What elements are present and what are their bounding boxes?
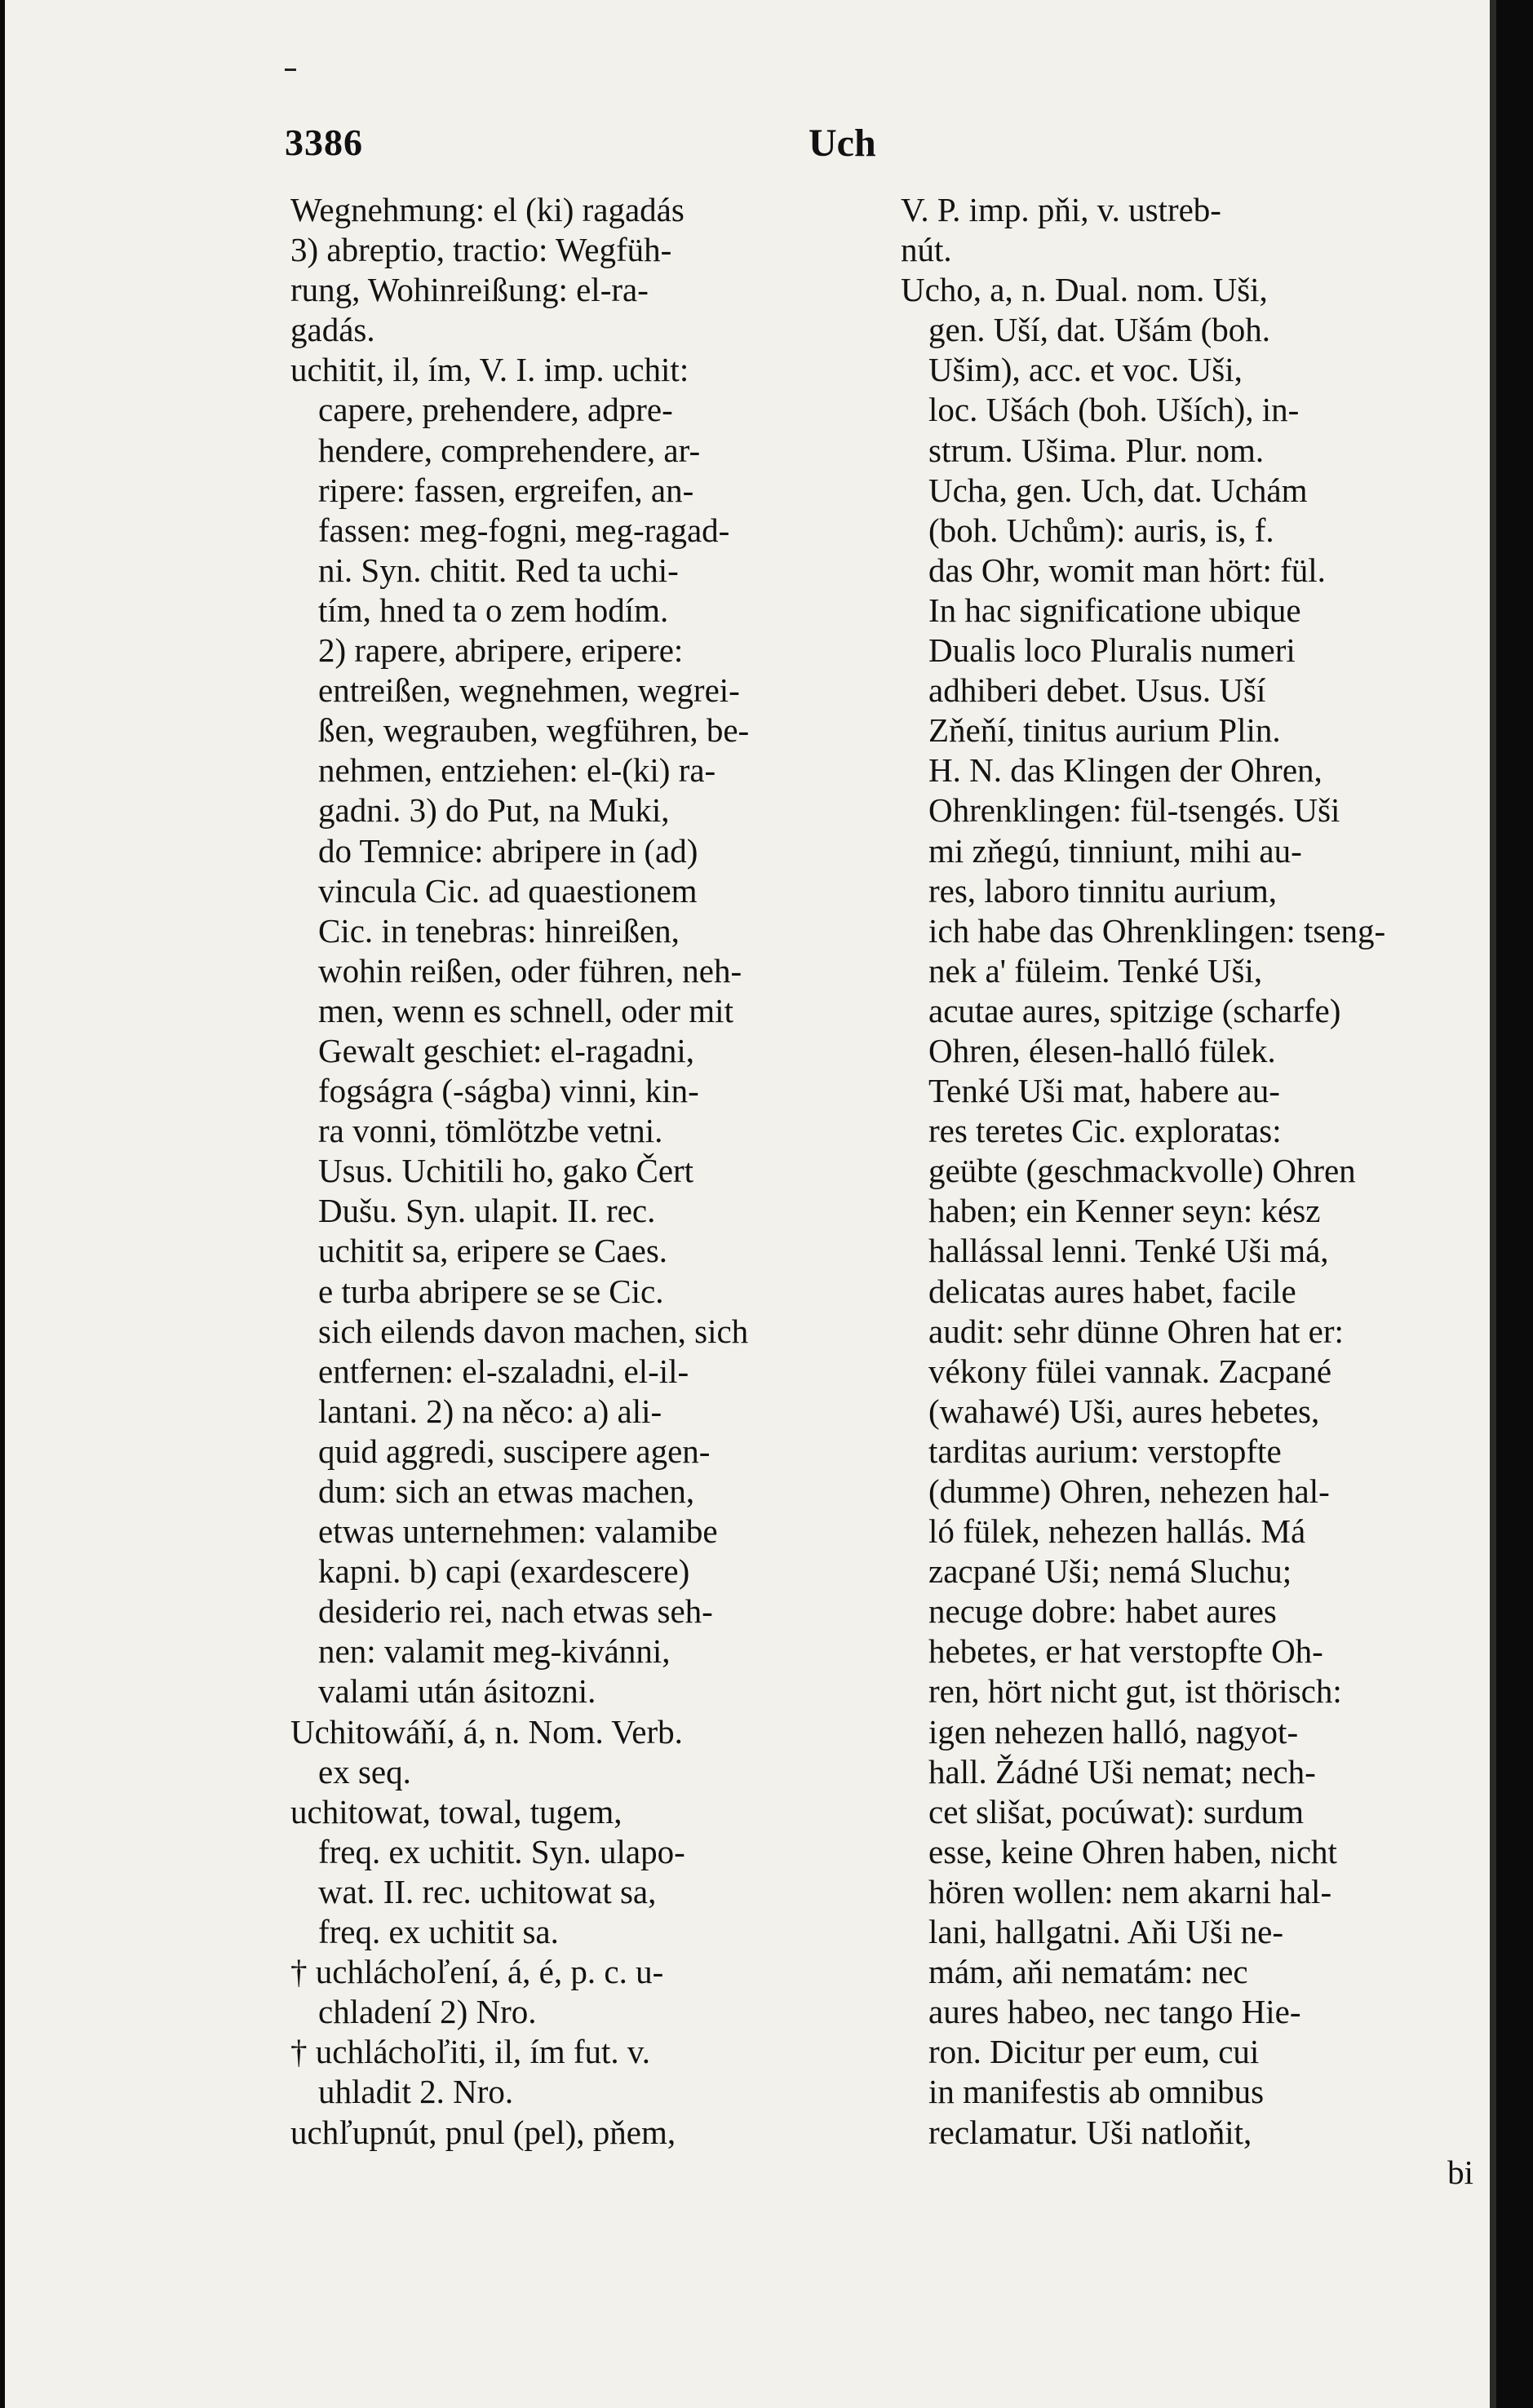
left-column-line: uhladit 2. Nro. [318, 2073, 514, 2111]
left-column-line: fogságra (-ságba) vinni, kin- [318, 1072, 699, 1110]
right-column-line: Tenké Uši mat, habere au- [928, 1072, 1280, 1110]
right-column-line: ló fülek, nehezen hallás. Má [928, 1512, 1306, 1551]
left-column-line: Dušu. Syn. ulapit. II. rec. [318, 1192, 656, 1230]
left-column-line: fassen: meg-fogni, meg-ragad- [318, 511, 730, 549]
right-column-line: igen nehezen halló, nagyot- [928, 1712, 1299, 1751]
left-column-line: entreißen, wegnehmen, wegrei- [318, 671, 740, 710]
right-column-line: res teretes Cic. exploratas: [928, 1112, 1282, 1150]
left-column-line: gadni. 3) do Put, na Muki, [318, 791, 670, 830]
right-column-line: hallással lenni. Tenké Uši má, [928, 1232, 1329, 1270]
right-column-line: H. N. das Klingen der Ohren, [928, 751, 1323, 790]
right-column-line: ren, hört nicht gut, ist thörisch: [928, 1672, 1342, 1711]
right-column-line: mi zňegú, tinniunt, mihi au- [928, 831, 1302, 870]
left-column-line: do Temnice: abripere in (ad) [318, 831, 698, 870]
right-column-line: Ohren, élesen-halló fülek. [928, 1031, 1276, 1069]
right-column-line: strum. Ušima. Plur. nom. [928, 431, 1265, 469]
right-column-line: hebetes, er hat verstopfte Oh- [928, 1632, 1323, 1671]
right-column-line: esse, keine Ohren haben, nicht [928, 1832, 1337, 1870]
right-column-line: (dumme) Ohren, nehezen hal- [928, 1472, 1330, 1510]
left-column-line: dum: sich an etwas machen, [318, 1472, 695, 1510]
left-column-line: hendere, comprehendere, ar- [318, 431, 701, 469]
right-column-line: zacpané Uši; nemá Sluchu; [928, 1552, 1292, 1591]
left-column-line: valami után ásitozni. [318, 1672, 596, 1711]
left-column-line: vincula Cic. ad quaestionem [318, 871, 698, 910]
left-column-line: † uchláchoľiti, il, ím fut. v. [290, 2033, 651, 2071]
right-column-line: Ohrenklingen: fül-tsengés. Uši [928, 791, 1340, 830]
right-column-line: tarditas aurium: verstopfte [928, 1432, 1282, 1470]
right-column-line: das Ohr, womit man hört: fül. [928, 551, 1326, 589]
left-column-line: nen: valamit meg-kivánni, [318, 1632, 671, 1671]
right-column-line: in manifestis ab omnibus [928, 2073, 1265, 2111]
left-column-line: 2) rapere, abripere, eripere: [318, 631, 684, 670]
right-column-line: cet slišat, pocúwat): surdum [928, 1792, 1305, 1830]
left-column-line: ßen, wegrauben, wegführen, be- [318, 711, 750, 750]
left-column-line: freq. ex uchitit. Syn. ulapo- [318, 1832, 685, 1870]
left-column-line: wohin reißen, oder führen, neh- [318, 951, 742, 989]
right-column-line: Ucha, gen. Uch, dat. Uchám [928, 471, 1308, 509]
right-column-line: (wahawé) Uši, aures hebetes, [928, 1392, 1320, 1430]
left-column-line: quid aggredi, suscipere agen- [318, 1432, 711, 1470]
left-column-line: e turba abripere se se Cic. [318, 1272, 664, 1310]
left-column-line: Gewalt geschiet: el-ragadni, [318, 1031, 695, 1069]
right-column-line: In hac significatione ubique [928, 591, 1301, 629]
left-column-line: ni. Syn. chitit. Red ta uchi- [318, 551, 679, 589]
right-column-line: reclamatur. Uši natloňit, [928, 2113, 1252, 2151]
right-column-line: hall. Žádné Uši nemat; nech- [928, 1752, 1316, 1791]
left-column-line: tím, hned ta o zem hodím. [318, 591, 669, 629]
left-column-line: capere, prehendere, adpre- [318, 391, 673, 429]
right-column-line: aures habeo, nec tango Hie- [928, 1993, 1301, 2031]
left-column-line: desiderio rei, nach etwas seh- [318, 1592, 713, 1631]
left-column-line: 3) abreptio, tractio: Wegfüh- [290, 231, 672, 269]
left-column-line: Wegnehmung: el (ki) ragadás [290, 191, 685, 228]
left-column-line: ripere: fassen, ergreifen, an- [318, 471, 694, 509]
right-column-line: Ucho, a, n. Dual. nom. Uši, [901, 271, 1268, 309]
right-column-line: hören wollen: nem akarni hal- [928, 1872, 1332, 1910]
right-column-line: bi [1447, 2153, 1473, 2191]
left-column-line: uchitowat, towal, tugem, [290, 1792, 623, 1830]
left-column [290, 190, 874, 2153]
right-column-line: audit: sehr dünne Ohren hat er: [928, 1312, 1344, 1350]
left-column-line: sich eilends davon machen, sich [318, 1312, 749, 1350]
running-head: Uch [809, 122, 876, 165]
left-column-line: Uchitowáňí, á, n. Nom. Verb. [290, 1712, 683, 1751]
right-column-line: ich habe das Ohrenklingen: tseng- [928, 911, 1386, 949]
right-column-line: ron. Dicitur per eum, cui [928, 2033, 1260, 2071]
page-number: 3386 [285, 122, 363, 163]
right-column-line: vékony fülei vannak. Zacpané [928, 1352, 1332, 1390]
left-column-line: uchľupnút, pnul (pel), pňem, [290, 2113, 676, 2151]
left-column-line: chladení 2) Nro. [318, 1993, 537, 2031]
right-column-line: Dualis loco Pluralis numeri [928, 631, 1296, 670]
dictionary-page [5, 0, 1490, 2408]
right-column-line: geübte (geschmackvolle) Ohren [928, 1152, 1356, 1190]
right-column-line: (boh. Uchům): auris, is, f. [928, 511, 1274, 549]
left-column-line: Cic. in tenebras: hinreißen, [318, 911, 680, 949]
right-column-line: necuge dobre: habet aures [928, 1592, 1277, 1631]
right-column [901, 190, 1473, 2193]
left-column-line: etwas unternehmen: valamibe [318, 1512, 718, 1551]
left-column-line: nehmen, entziehen: el-(ki) ra- [318, 751, 716, 790]
right-column-line: delicatas aures habet, facile [928, 1272, 1296, 1310]
left-column-line: men, wenn es schnell, oder mit [318, 991, 733, 1029]
right-column-line: nút. [901, 231, 952, 269]
left-column-line: ra vonni, tömlötzbe vetni. [318, 1112, 663, 1150]
left-column-line: uchitit sa, eripere se Caes. [318, 1232, 668, 1270]
right-column-line: haben; ein Kenner seyn: kész [928, 1192, 1321, 1230]
right-column-line: lani, hallgatni. Aňi Uši ne- [928, 1913, 1283, 1951]
right-column-line: mám, aňi nematám: nec [928, 1953, 1248, 1991]
right-column-line: res, laboro tinnitu aurium, [928, 871, 1277, 910]
left-column-line: kapni. b) capi (exardescere) [318, 1552, 690, 1591]
right-column-line: nek a' füleim. Tenké Uši, [928, 951, 1263, 989]
left-column-line: uchitit, il, ím, V. I. imp. uchit: [290, 351, 689, 389]
left-column-line: wat. II. rec. uchitowat sa, [318, 1872, 657, 1910]
right-column-line: Ušim), acc. et voc. Uši, [928, 351, 1243, 389]
right-column-line: V. P. imp. pňi, v. ustreb- [901, 191, 1221, 228]
left-column-line: rung, Wohinreißung: el-ra- [290, 271, 649, 309]
right-column-line: gen. Uší, dat. Ušám (boh. [928, 311, 1271, 349]
left-column-line: ex seq. [318, 1752, 411, 1791]
right-column-line: acutae aures, spitzige (scharfe) [928, 991, 1341, 1029]
left-column-line: freq. ex uchitit sa. [318, 1913, 559, 1951]
margin-mark [285, 69, 296, 71]
left-column-line: lantani. 2) na něco: a) ali- [318, 1392, 662, 1430]
left-column-line: Usus. Uchitili ho, gako Čert [318, 1152, 694, 1190]
right-column-line: loc. Ušách (boh. Uších), in- [928, 391, 1300, 429]
left-column-line: entfernen: el-szaladni, el-il- [318, 1352, 689, 1390]
right-column-line: adhiberi debet. Usus. Uší [928, 671, 1266, 710]
right-column-line: Zňeňí, tinitus aurium Plin. [928, 711, 1281, 750]
left-column-line: gadás. [290, 311, 375, 349]
left-column-line: † uchláchoľení, á, é, p. c. u- [290, 1953, 664, 1991]
